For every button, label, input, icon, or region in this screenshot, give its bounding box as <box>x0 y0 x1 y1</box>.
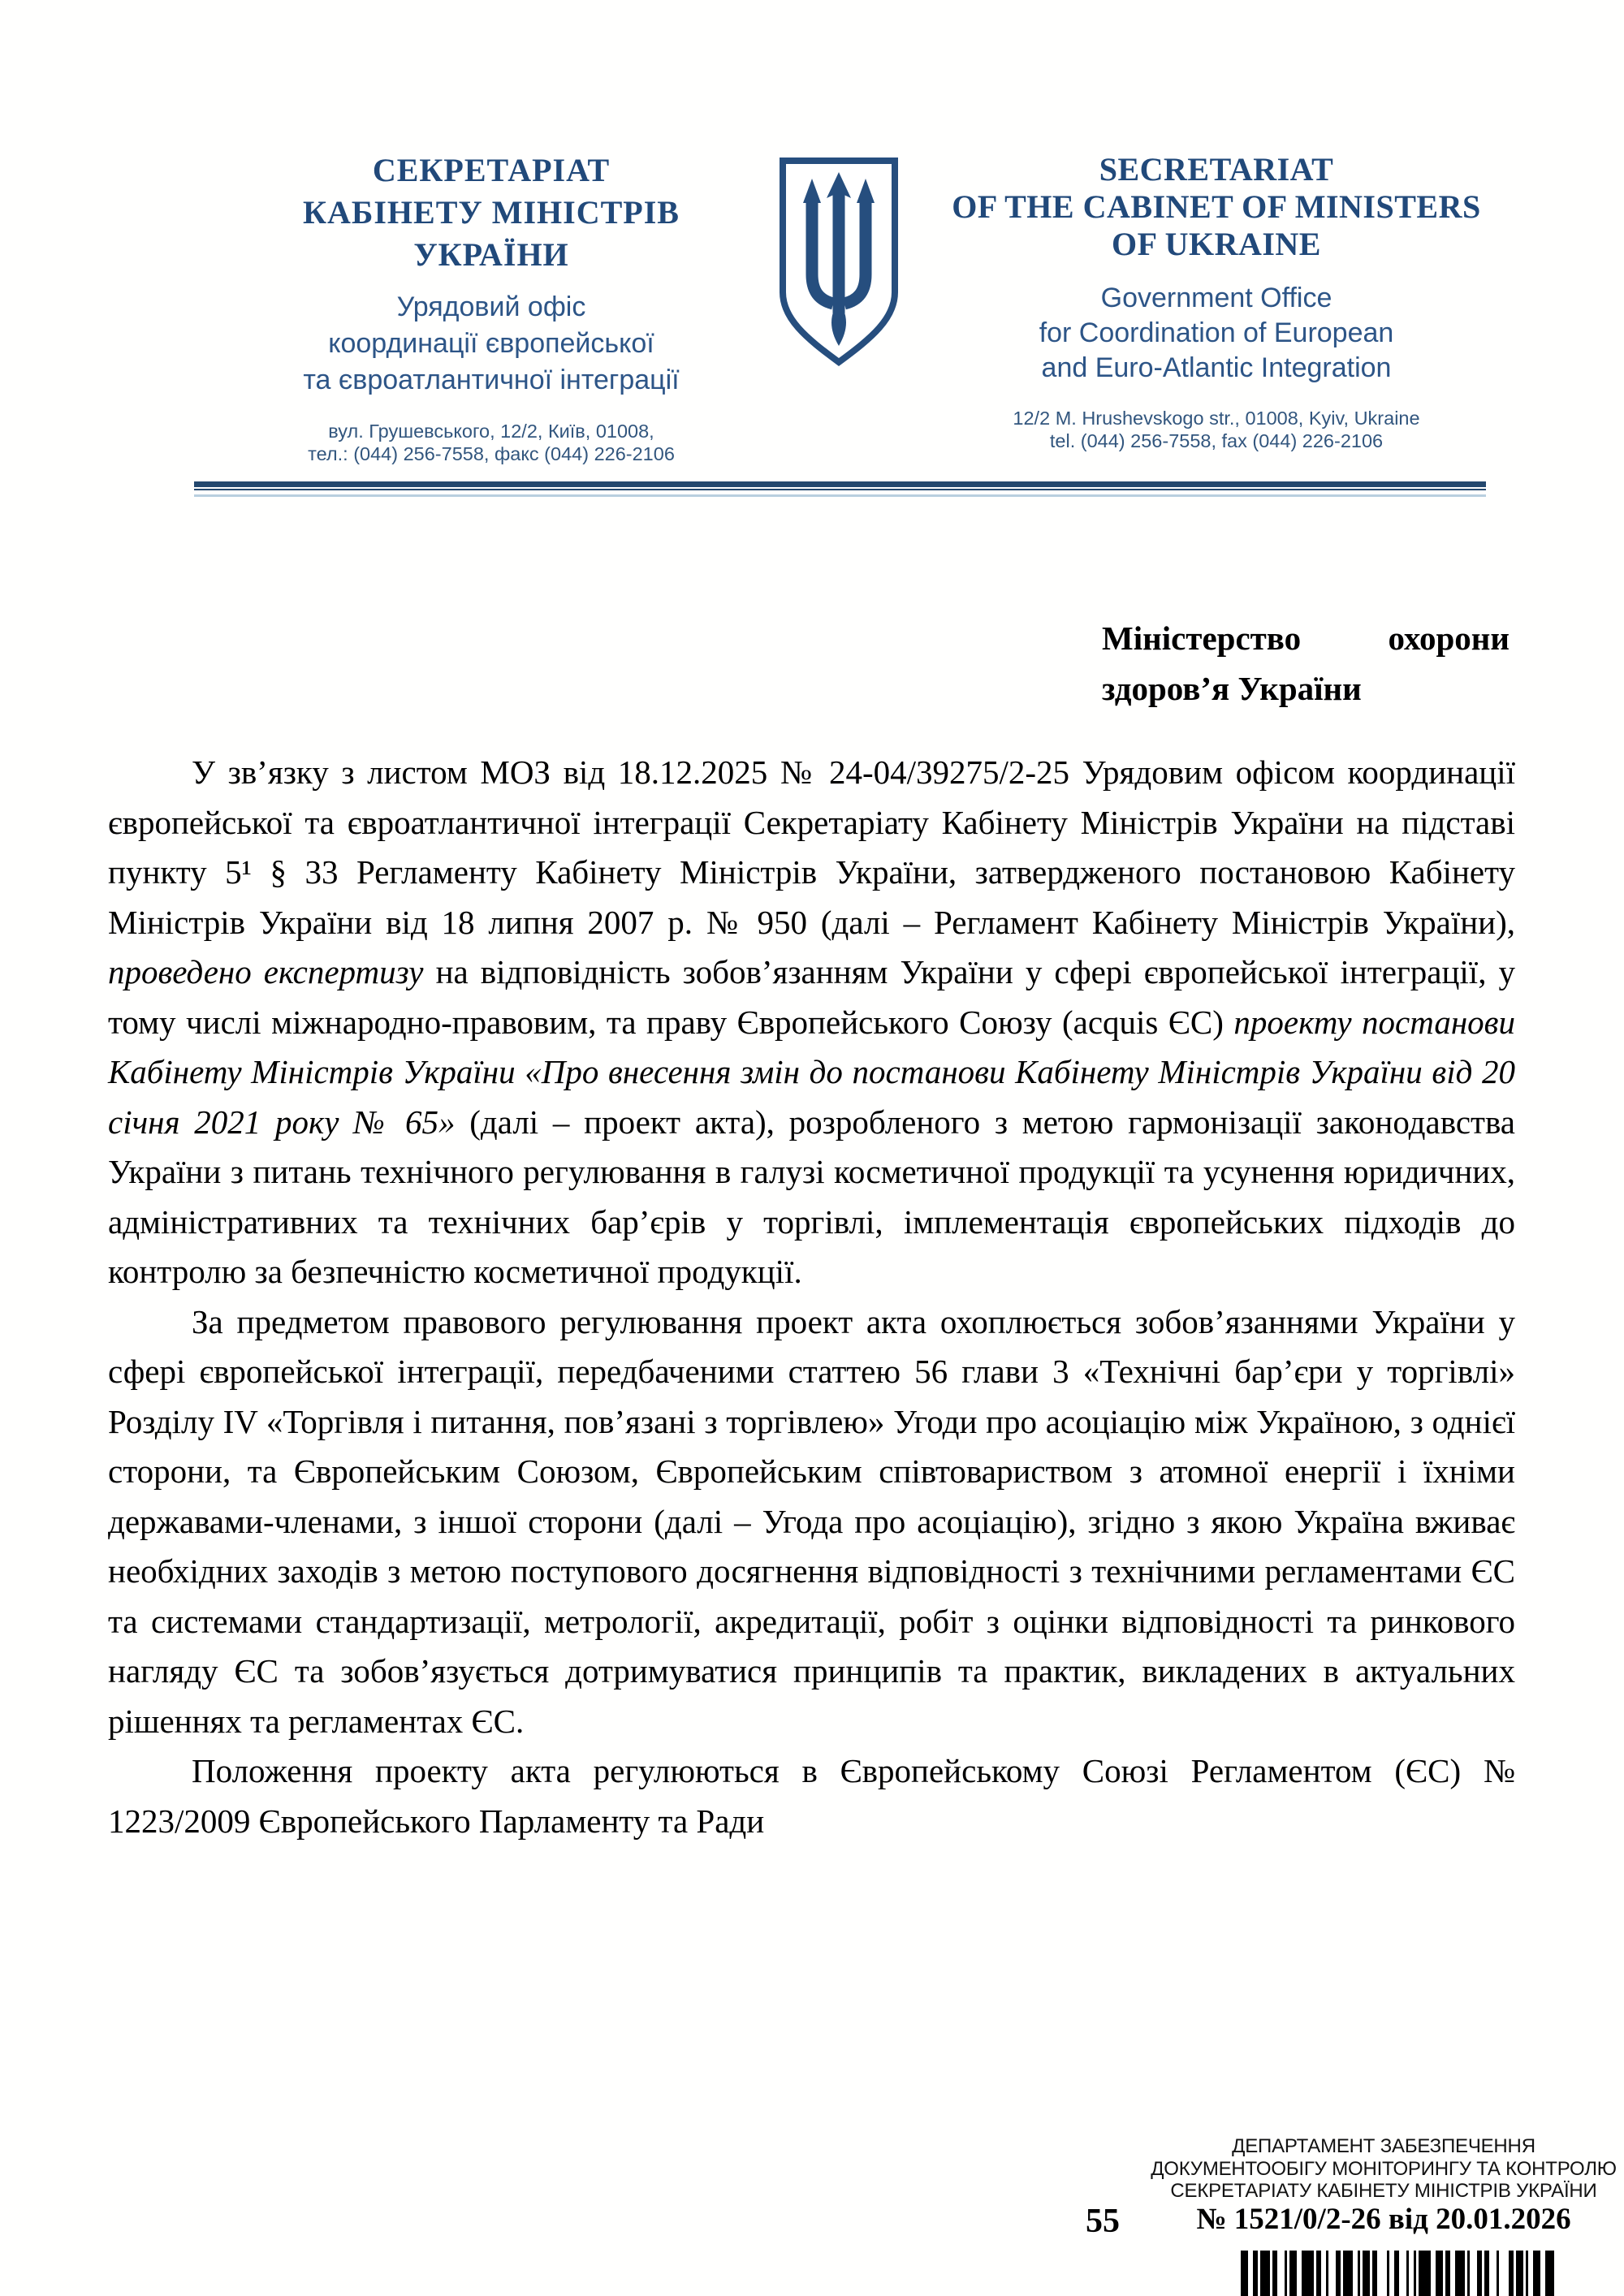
addressee-block: Міністерство охорони здоров’я України <box>1102 619 1510 707</box>
stamp-number: № 1521/0/2-26 від 20.01.2026 <box>1196 2202 1571 2236</box>
paragraph-1: У зв’язку з листом МОЗ від 18.12.2025 № 24-04/39275/2-25 Урядовим офісом координації європейської та євроатлантичної інтеграції Секретаріату Кабінету Міністрів України на підставі пункту 5¹ § 33 Регламенту Кабінету Міністрів України, затвердженого постановою Кабінету Міністрів України від 18 липня 2007 р. № 950 (далі – Регламент Кабінету Міністрів України), проведено експертизу на відповідність зобов’язанням України у сфері європейської інтеграції, у тому числі міжнародно-правовим, та праву Європейського Союзу (acquis ЄС) проекту постанови Кабінету Міністрів України «Про внесення змін до постанови Кабінету Міністрів України від 20 січня 2021 року № 65» (далі – проект акта), розробленого з метою гармонізації законодавства України з питань технічного регулювання в галузі косметичної продукції та усунення юридичних, адміністративних та технічних бар’єрів у торгівлі, імплементація європейських підходів до контролю за безпечністю косметичної продукції. <box>108 753 1516 1290</box>
stamp-department-lines: ДЕПАРТАМЕНТ ЗАБЕЗПЕЧЕННЯ ДОКУМЕНТООБІГУ МОНІТОРИНГУ ТА КОНТРОЛЮ СЕКРЕТАРІАТУ КАБІНЕТУ МІНІСТРІВ УКРАЇНИ <box>1151 2135 1617 2202</box>
org-subtitle-en: Government Office for Coordination of European and Euro-Atlantic Integration <box>1039 283 1394 383</box>
letter-body <box>108 748 1515 1846</box>
header-english-block <box>892 151 1541 452</box>
org-title-ua: СЕКРЕТАРІАТ КАБІНЕТУ МІНІСТРІВ УКРАЇНИ <box>303 152 680 273</box>
paragraph-3: Положення проекту акта регулюються в Європейському Союзі Регламентом (ЄС) № 1223/2009 Європейського Парламенту та Ради <box>108 1752 1515 1840</box>
ukraine-trident-icon <box>773 154 905 372</box>
org-title-en: SECRETARIAT OF THE CABINET OF MINISTERS OF UKRAINE <box>952 151 1481 262</box>
org-subtitle-ua: Урядовий офіс координації європейської та євроатлантичної інтеграції <box>303 291 680 395</box>
header-divider <box>194 481 1486 497</box>
page-number: 55 <box>1086 2203 1120 2240</box>
org-address-en: 12/2 M. Hrushevskogo str., 01008, Kyiv, Ukraine tel. (044) 256-7558, fax (044) 226-2106 <box>1013 408 1420 451</box>
header-ukrainian-block <box>274 149 708 465</box>
barcode <box>1241 2251 1554 2296</box>
registration-stamp <box>1143 2135 1624 2236</box>
org-address-ua: вул. Грушевського, 12/2, Київ, 01008, тел.: (044) 256-7558, факс (044) 226-2106 <box>308 421 675 464</box>
paragraph-2: За предметом правового регулювання проект акта охоплюється зобов’язаннями України у сфері європейської інтеграції, передбаченими статтею 56 глави 3 «Технічні бар’єри у торгівлі» Розділу IV «Торгівля і питання, пов’язані з торгівлею» Угоди про асоціацію між Україною, з однієї сторони, та Європейським Союзом, Європейським співтовариством з атомної енергії і їхніми державами-членами, з іншої сторони (далі – Угода про асоціацію), згідно з якою Україна вживає необхідних заходів з метою поступового досягнення відповідності з технічними регламентами ЄС та системами стандартизації, метрології, акредитації, робіт з оцінки відповідності та ринкового нагляду ЄС та зобов’язується дотримуватися принципів та практик, викладених в актуальних рішеннях та регламентах ЄС. <box>108 1302 1515 1740</box>
